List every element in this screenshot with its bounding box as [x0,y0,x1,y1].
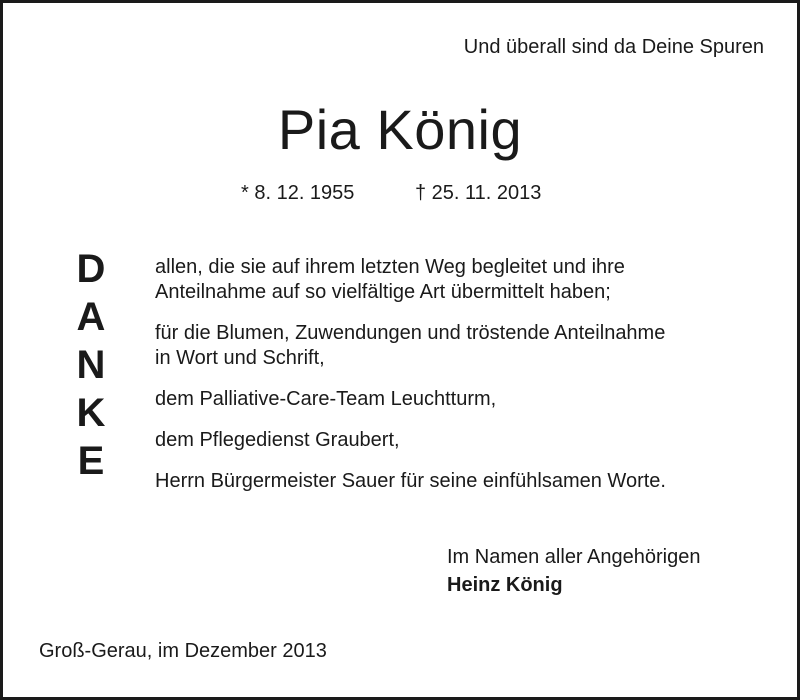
thanks-paragraph [155,321,775,371]
danke-letter: D [76,247,106,291]
text-line: dem Pflegedienst Graubert, [155,429,400,451]
text-line: in Wort und Schrift, [155,347,325,369]
text-line: für die Blumen, Zuwendungen und tröstende Anteilnahme [155,322,666,344]
text-line: Anteilnahme auf so vielfältige Art übermittelt haben; [155,281,611,303]
thanks-paragraph [155,255,775,305]
danke-letter: A [76,295,106,339]
signature-block [447,543,700,599]
deceased-name: Pia König [277,98,523,161]
death-date: † 25. 11. 2013 [415,182,542,204]
thanks-paragraph [155,387,775,412]
thanks-text [155,255,775,510]
danke-letter: E [77,439,105,483]
signer-name: Heinz König [447,574,563,596]
text-line: Herrn Bürgermeister Sauer für seine einfühlsamen Worte. [155,470,666,492]
danke-vertical [71,245,111,485]
signature-line: Im Namen aller Angehörigen [447,546,701,568]
birth-date: * 8. 12. 1955 [241,182,355,204]
motto: Und überall sind da Deine Spuren [463,36,764,58]
thanks-paragraph [155,469,775,494]
place-date: Groß-Gerau, im Dezember 2013 [39,640,327,662]
text-line: dem Palliative-Care-Team Leuchtturm, [155,388,497,410]
danke-letter: N [76,343,106,387]
danke-letter: K [76,391,106,435]
thanks-paragraph [155,428,775,453]
text-line: allen, die sie auf ihrem letzten Weg begleitet und ihre [155,256,625,278]
